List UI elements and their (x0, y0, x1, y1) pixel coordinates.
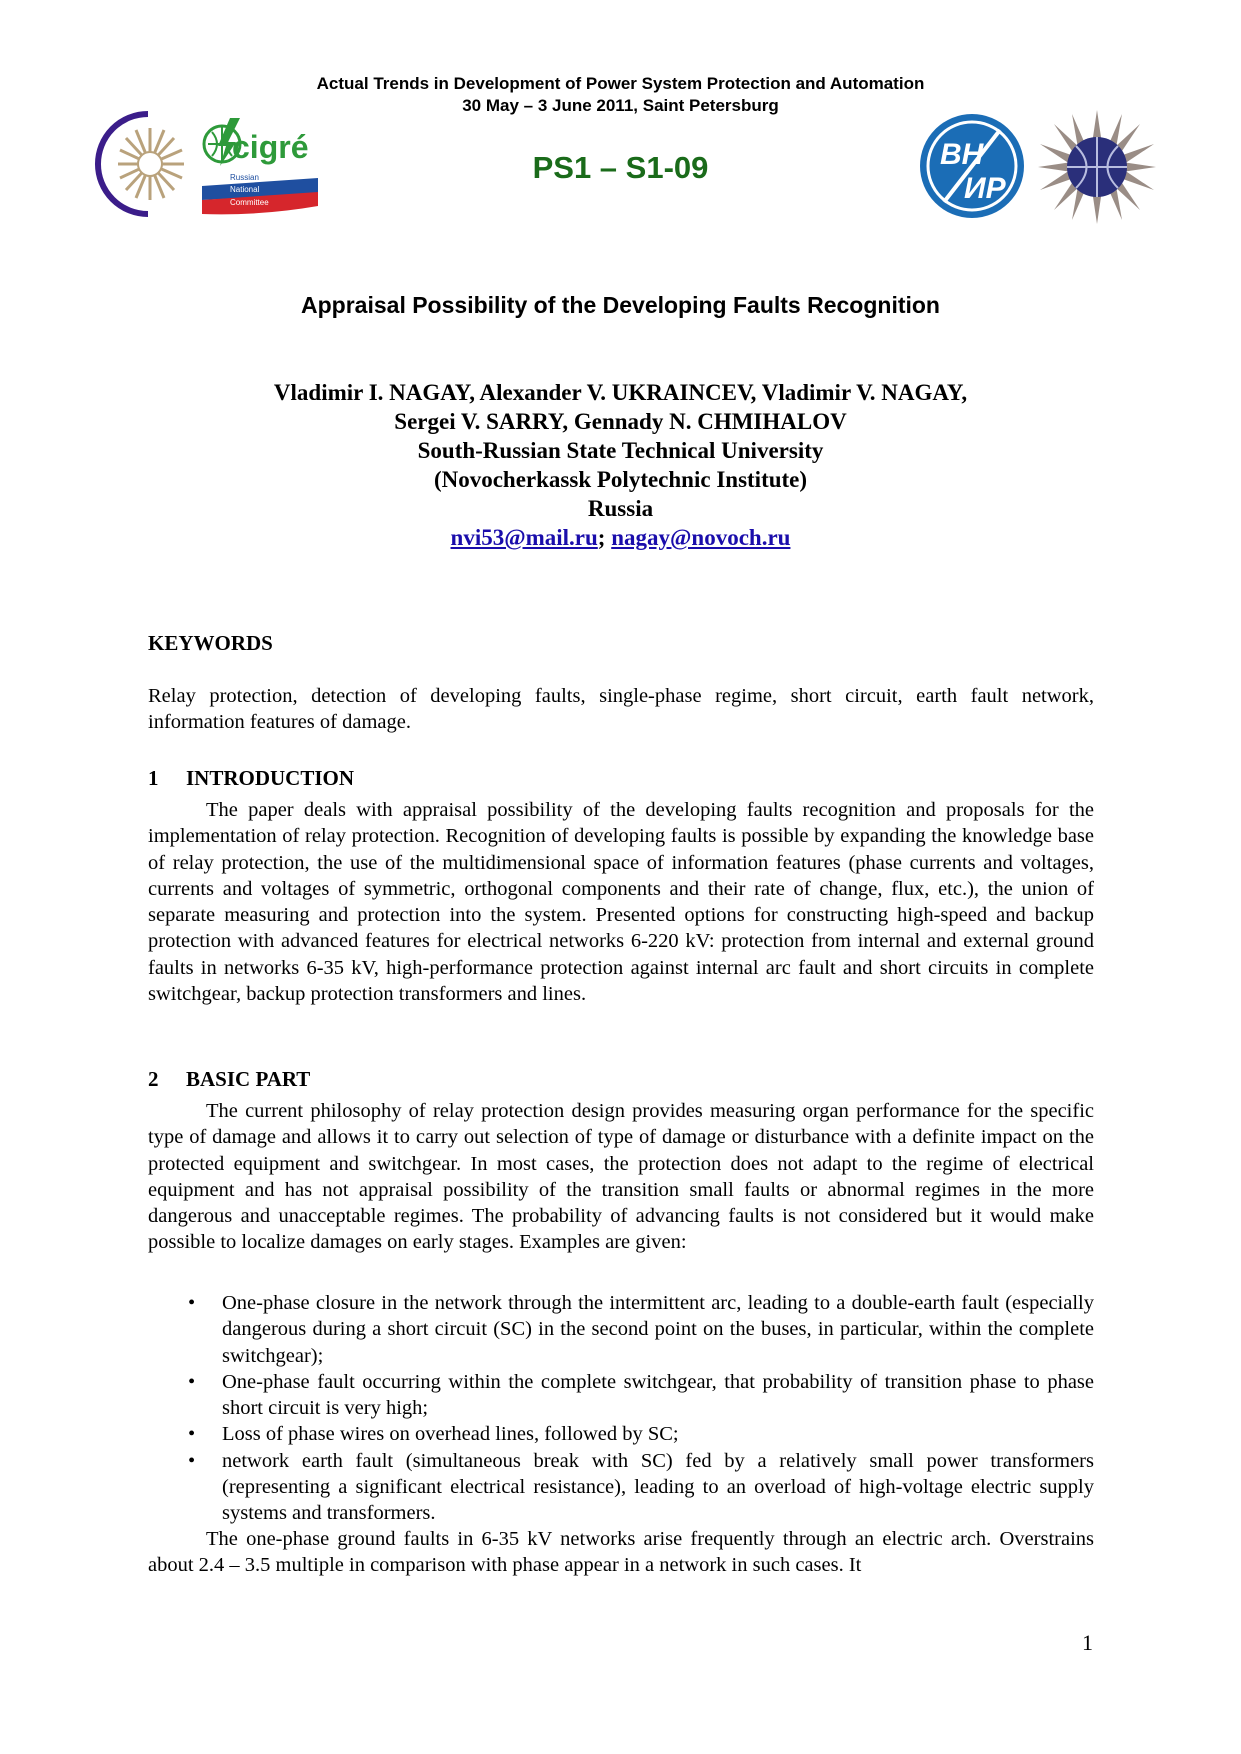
cigre-sub-1: Russian (230, 173, 259, 182)
bullet-icon: • (188, 1423, 196, 1446)
cigre-text: cigré (232, 129, 309, 165)
section-1-heading (148, 766, 354, 791)
list-item-text: One-phase closure in the network through the intermittent arc, leading to a double-earth fault (especially dangerous during a short circuit (SC) in the second point on the buses, in particular, within the complete switchgear); (222, 1292, 1094, 1367)
list-item-text: One-phase fault occurring within the complete switchgear, that probability of transition phase to phase short circuit is very high; (222, 1370, 1094, 1420)
email-link-1[interactable]: nvi53@mail.ru (450, 525, 598, 550)
conference-title: Actual Trends in Development of Power System Protection and Automation (316, 74, 925, 93)
section-2-closing: The one-phase ground faults in 6-35 kV networks arise frequently through an electric arch. Overstrains about 2.4 – 3.5 multiple in comparison with phase appear in a network in such cases. It (148, 1528, 1094, 1577)
list-item (148, 1369, 1094, 1422)
list-item-text: network earth fault (simultaneous break with SC) fed by a relatively small power transformers (representing a significant electrical resistance), leading to an overload of high-voltage electric supply systems and transformers. (222, 1449, 1094, 1525)
sun-globe-logo-icon (1036, 108, 1158, 226)
paper-code: PS1 – S1-09 (532, 150, 709, 185)
page-number: 1 (1082, 1630, 1093, 1655)
affiliation-line-2: (Novocherkassk Polytechnic Institute) (433, 467, 808, 492)
keywords-text: Relay protection, detection of developing faults, single-phase regime, short circuit, earth fault network, information features of damage. (148, 685, 1094, 734)
section-1-number: 1 (148, 766, 159, 790)
vnir-logo-icon (918, 112, 1026, 220)
section-2-title: BASIC PART (186, 1067, 311, 1091)
section-2-number: 2 (148, 1067, 159, 1091)
emails (0, 523, 1241, 552)
cigre-sub-3: Committee (230, 198, 269, 207)
cigre-sub-2: National (230, 185, 260, 194)
bullet-icon: • (188, 1449, 196, 1472)
section-2-heading (148, 1067, 310, 1092)
country: Russia (587, 496, 654, 521)
section-1-title: INTRODUCTION (186, 766, 355, 790)
vnir-text-bottom: ИР (964, 172, 1006, 205)
bullet-icon: • (188, 1292, 196, 1314)
list-item (148, 1448, 1094, 1527)
section-2-paragraph: The current philosophy of relay protection design provides measuring organ performance for the specific type of damage and allows it to carry out selection of type of damage or disturbance with a definite impact on the protected equipment and switchgear. In most cases, the protection does not adapt to the regime of electrical equipment and has not appraisal possibility of the transition small faults or abnormal regimes in the more dangerous and unacceptable regimes. The probability of advancing faults is not considered but it would make possible to localize damages on early stages. Examples are given: (148, 1100, 1094, 1254)
list-item (148, 1421, 1094, 1447)
email-link-2[interactable]: nagay@novoch.ru (611, 525, 791, 550)
authors-line-2: Sergei V. SARRY, Gennady N. CHMIHALOV (394, 409, 847, 434)
bullet-icon: • (188, 1370, 196, 1393)
email-separator: ; (597, 525, 606, 550)
vnir-text-top: ВН (940, 138, 984, 171)
paper-title: Appraisal Possibility of the Developing Faults Recognition (301, 292, 940, 318)
conference-dates: 30 May – 3 June 2011, Saint Petersburg (462, 96, 779, 115)
list-item (148, 1290, 1094, 1369)
section-1-paragraph: The paper deals with appraisal possibility of the developing faults recognition and proposals for the implementation of relay protection. Recognition of developing faults is possible by expanding the knowledge base of relay protection, the use of the multidimensional space of information features (phase currents and voltages, currents and voltages of symmetric, orthogonal components and their rate of change, flux, etc.), the union of separate measuring and protection into the system. Presented options for constructing high-speed and backup protection with advanced features for electrical networks 6-220 kV: protection from internal and external ground faults in networks 6-35 kV, high-performance protection against internal arc fault and short circuits in complete switchgear, backup protection transformers and lines. (148, 799, 1094, 1006)
keywords-heading: KEYWORDS (148, 631, 273, 655)
authors-line-1: Vladimir I. NAGAY, Alexander V. UKRAINCEV, Vladimir V. NAGAY, (273, 380, 968, 405)
list-item-text: Loss of phase wires on overhead lines, followed by SC; (222, 1423, 679, 1446)
author-block (0, 378, 1241, 552)
affiliation-line-1: South-Russian State Technical University (417, 438, 824, 463)
examples-list (148, 1290, 1094, 1527)
